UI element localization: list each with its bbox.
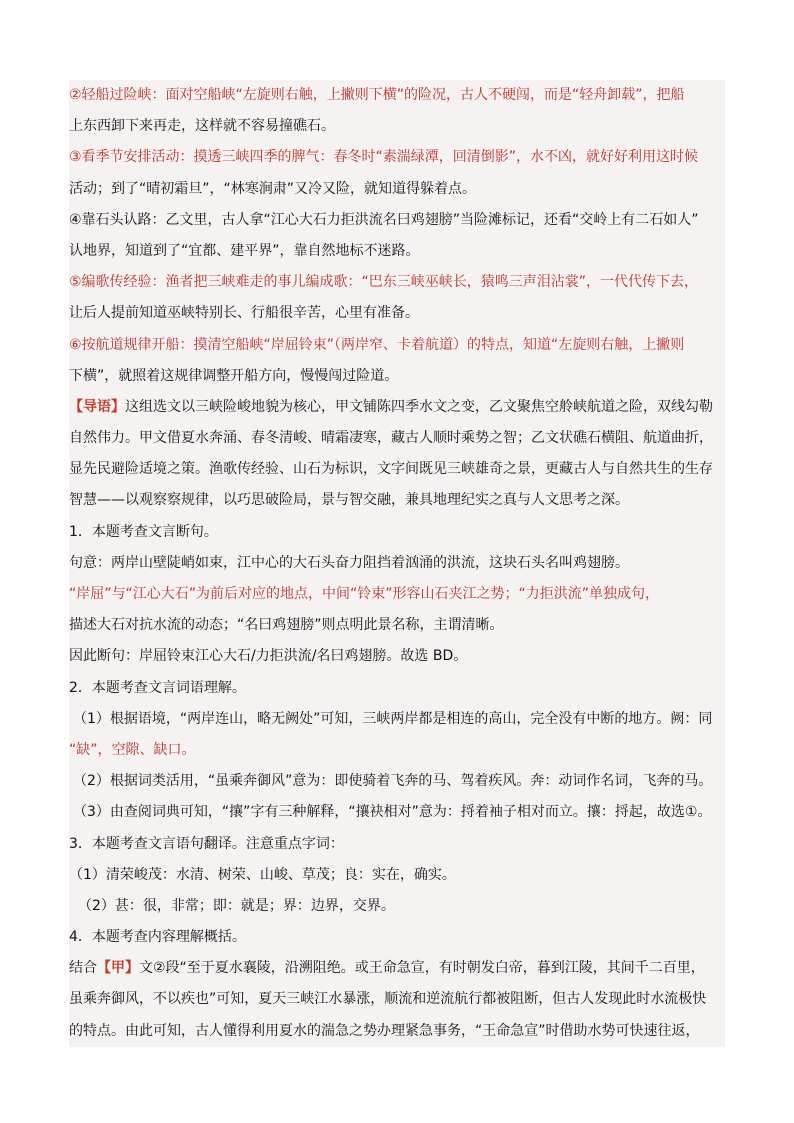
text-line	[69, 641, 725, 672]
line-text: 2．本题考查文言词语理解。	[69, 679, 246, 696]
line-text: 的特点。由此可知，古人懂得利用夏水的湍急之势办理紧急事务，“王命急宣”时借助水势可快速往返，	[69, 1022, 700, 1039]
text-line	[69, 860, 725, 891]
text-line	[69, 236, 725, 267]
line-text: 让后人提前知道巫峡特别长、行船很辛苦，心里有准备。	[69, 305, 419, 322]
section-tag: 【甲】	[97, 960, 139, 977]
line-text: 句意：两岸山壁陡峭如束，江中心的大石头奋力阻挡着汹涌的洪流，这块石头名叫鸡翅膀。	[69, 554, 629, 571]
text-line	[69, 174, 725, 205]
text-line	[69, 80, 725, 111]
text-line	[69, 610, 725, 641]
text-line	[69, 579, 725, 610]
text-line	[69, 142, 725, 173]
text-line	[69, 548, 725, 579]
line-text: 显先民避险适境之策。渔歌传经验、山石为标识，文字间既见三峡雄奇之景，更藏古人与自然共生的生存	[69, 461, 713, 478]
text-line	[69, 454, 725, 485]
line-text: 活动；到了“晴初霜旦”，“林寒涧肃”又冷又险，就知道得躲着点。	[69, 180, 477, 197]
text-line	[69, 984, 725, 1015]
line-text: （2）甚：很，非常；即：就是；界：边界，交界。	[78, 897, 395, 914]
text-line	[69, 953, 725, 984]
line-text: ④靠石头认路：乙文里，古人拿“江心大石力拒洪流名曰鸡翅膀”当险滩标记，还看“交岭上有二石如人”	[69, 211, 699, 228]
text-line	[69, 485, 725, 516]
line-text: 描述大石对抗水流的动态；“名曰鸡翅膀”则点明此景名称，主谓清晰。	[69, 617, 504, 634]
text-line	[69, 735, 725, 766]
line-text: ⑤编歌传经验：渔者把三峡难走的事儿编成歌：“巴东三峡巫峡长，猿鸣三声泪沾裳”，一代代传下去，	[69, 274, 699, 291]
line-text: ③看季节安排活动：摸透三峡四季的脾气：春冬时“素湍绿潭，回清倒影”，水不凶，就好好利用这时候	[69, 149, 699, 166]
line-text: 1．本题考查文言断句。	[69, 523, 218, 540]
document-body	[69, 80, 725, 1047]
text-line	[69, 392, 725, 423]
text-line	[69, 797, 725, 828]
line-text: 因此断句：岸屈铃束江心大石/力拒洪流/名曰鸡翅膀。故选 BD。	[69, 648, 468, 665]
text-line	[69, 361, 725, 392]
text-line	[69, 267, 725, 298]
line-text: 虽乘奔御风，不以疾也”可知，夏天三峡江水暴涨，顺流和逆流航行都被阻断，但古人发现此时水流极快	[69, 991, 707, 1008]
line-prefix: 结合	[69, 960, 97, 977]
line-text: 认地界，知道到了“宜都、建平界”，靠自然地标不迷路。	[69, 242, 420, 259]
text-line	[69, 704, 725, 735]
line-text: ⑥按航道规律开船：摸清空船峡“岸屈铃束”（两岸窄、卡着航道）的特点，知道“左旋则右触，上撇则	[69, 336, 685, 353]
line-text: “缺”，空隙、缺口。	[69, 741, 196, 758]
line-text: ②轻船过险峡：面对空船峡“左旋则右触，上撇则下横”的险况，古人不硬闯，而是“轻舟卸载”，把船	[69, 87, 685, 103]
line-text: 3．本题考查文言语句翻译。注意重点字词：	[69, 835, 344, 852]
text-line	[69, 922, 725, 953]
text-line	[69, 330, 725, 361]
line-text: （1）根据语境，“两岸连山，略无阙处”可知，三峡两岸都是相连的高山，完全没有中断的地方。阙：同	[73, 710, 713, 727]
text-line	[69, 517, 725, 548]
text-line	[69, 829, 725, 860]
line-text: （3）由查阅词典可知，“攘”字有三种解释，“攘袂相对”意为：捋着袖子相对而立。攘：捋起，故选①。	[73, 804, 712, 821]
text-line	[69, 423, 725, 454]
line-text: 下横”，就照着这规律调整开船方向，慢慢闯过险道。	[69, 367, 399, 384]
text-line	[69, 205, 725, 236]
line-text: 4．本题考查内容理解概括。	[69, 929, 246, 946]
line-text: 上东西卸下来再走，这样就不容易撞礁石。	[69, 118, 335, 135]
text-line	[69, 891, 725, 922]
line-text: 自然伟力。甲文借夏水奔涌、春冬清峻、晴霜凄寒，藏古人顺时乘势之智；乙文状礁石横阻、航道曲折，	[69, 430, 713, 447]
section-tag: 【导语】	[69, 398, 125, 415]
text-line	[69, 1016, 725, 1047]
line-text: （1）清荣峻茂：水清、树荣、山峻、草茂；良：实在，确实。	[69, 866, 456, 883]
text-line	[69, 766, 725, 797]
text-line	[69, 111, 725, 142]
line-text: （2）根据词类活用，“虽乘奔御风”意为：即使骑着飞奔的马、驾着疾风。奔：动词作名词，飞奔的马。	[73, 773, 713, 790]
line-text: 文②段“至于夏水襄陵，沿溯阻绝。或王命急宣，有时朝发白帝，暮到江陵，其间千二百里，	[139, 960, 705, 977]
line-text: 这组选文以三峡险峻地貌为核心，甲文铺陈四季水文之变，乙文聚焦空舲峡航道之险，双线勾勒	[125, 398, 713, 415]
text-line	[69, 673, 725, 704]
line-text: “岸屈”与“江心大石”为前后对应的地点，中间“铃束”形容山石夹江之势；“力拒洪流”单独成句，	[69, 586, 660, 602]
line-text: 智慧——以观察察规律，以巧思破险局，景与智交融，兼具地理纪实之真与人文思考之深。	[69, 492, 629, 509]
text-line	[69, 298, 725, 329]
